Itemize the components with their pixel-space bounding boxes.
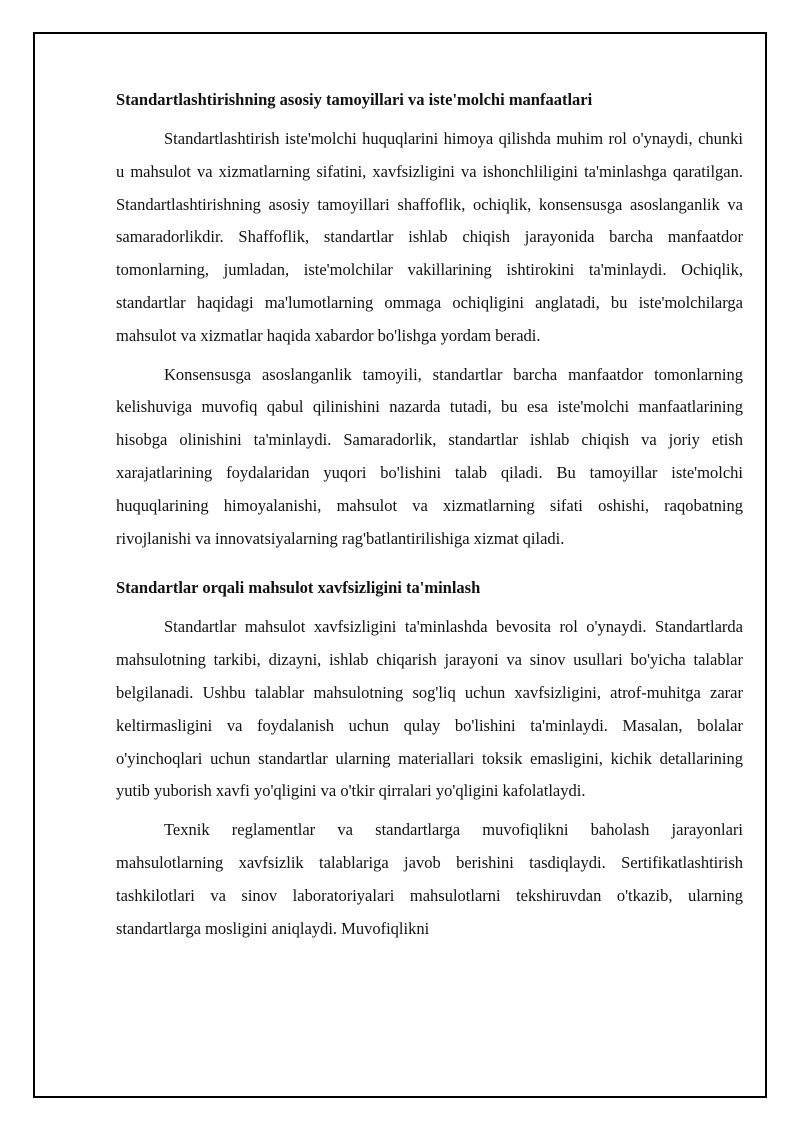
paragraph: Standartlashtirish iste'molchi huquqlarini himoya qilishda muhim rol o'ynaydi, chunki u mahsulot va xizmatlarning sifatini, xavfsizligini va ishonchliligini ta'minlashga qaratilgan. Standartlashtirishning asosiy tamoyillari shaffoflik, ochiqlik, konsensusga asoslanganlik va samaradorlikdir. Shaffoflik, standartlar ishlab chiqish jarayonida barcha manfaatdor tomonlarning, jumladan, iste'molchilar vakillarining ishtirokini ta'minlaydi. Ochiqlik, standartlar haqidagi ma'lumotlarning ommaga ochiqligini anglatadi, bu iste'molchilarga mahsulot va xizmatlar haqida xabardor bo'lishga yordam beradi. [116,129,743,345]
document-body [116,89,743,951]
section-heading: Standartlar orqali mahsulot xavfsizligini ta'minlash [116,578,481,598]
paragraph: Konsensusga asoslanganlik tamoyili, standartlar barcha manfaatdor tomonlarning kelishuviga muvofiq qabul qilinishini nazarda tutadi, bu esa iste'molchi manfaatlarining hisobga olinishini ta'minlaydi. Samaradorlik, standartlar ishlab chiqish va joriy etish xarajatlarining foydalaridan yuqori bo'lishini talab qiladi. Bu tamoyillar iste'molchi huquqlarining himoyalanishi, mahsulot va xizmatlarning sifati oshishi, raqobatning rivojlanishi va innovatsiyalarning rag'batlantirilishiga xizmat qiladi. [116,364,743,548]
paragraph: Standartlar mahsulot xavfsizligini ta'minlashda bevosita rol o'ynaydi. Standartlarda mahsulotning tarkibi, dizayni, ishlab chiqarish jarayoni va sinov usullari bo'yicha talablar belgilanadi. Ushbu talablar mahsulotning sog'liq uchun xavfsizligini, atrof-muhitga zarar keltirmasligini va foydalanish uchun qulay bo'lishini ta'minlaydi. Masalan, bolalar o'yinchoqlari uchun standartlar ularning materiallari toksik emasligini, kichik detallarining yutib yuborish xavfi yo'qligini va o'tkir qirralari yo'qligini kafolatlaydi. [116,617,743,801]
section-heading: Standartlashtirishning asosiy tamoyillari va iste'molchi manfaatlari [116,90,593,109]
page-frame [33,32,767,1098]
paragraph: Texnik reglamentlar va standartlarga muvofiqlikni baholash jarayonlari mahsulotlarning xavfsizlik talablariga javob berishini tasdiqlaydi. Sertifikatlashtirish tashkilotlari va sinov laboratoriyalari mahsulotlarni tekshiruvdan o'tkazib, ularning standartlarga mosligini aniqlaydi. Muvofiqlikni [116,820,743,938]
